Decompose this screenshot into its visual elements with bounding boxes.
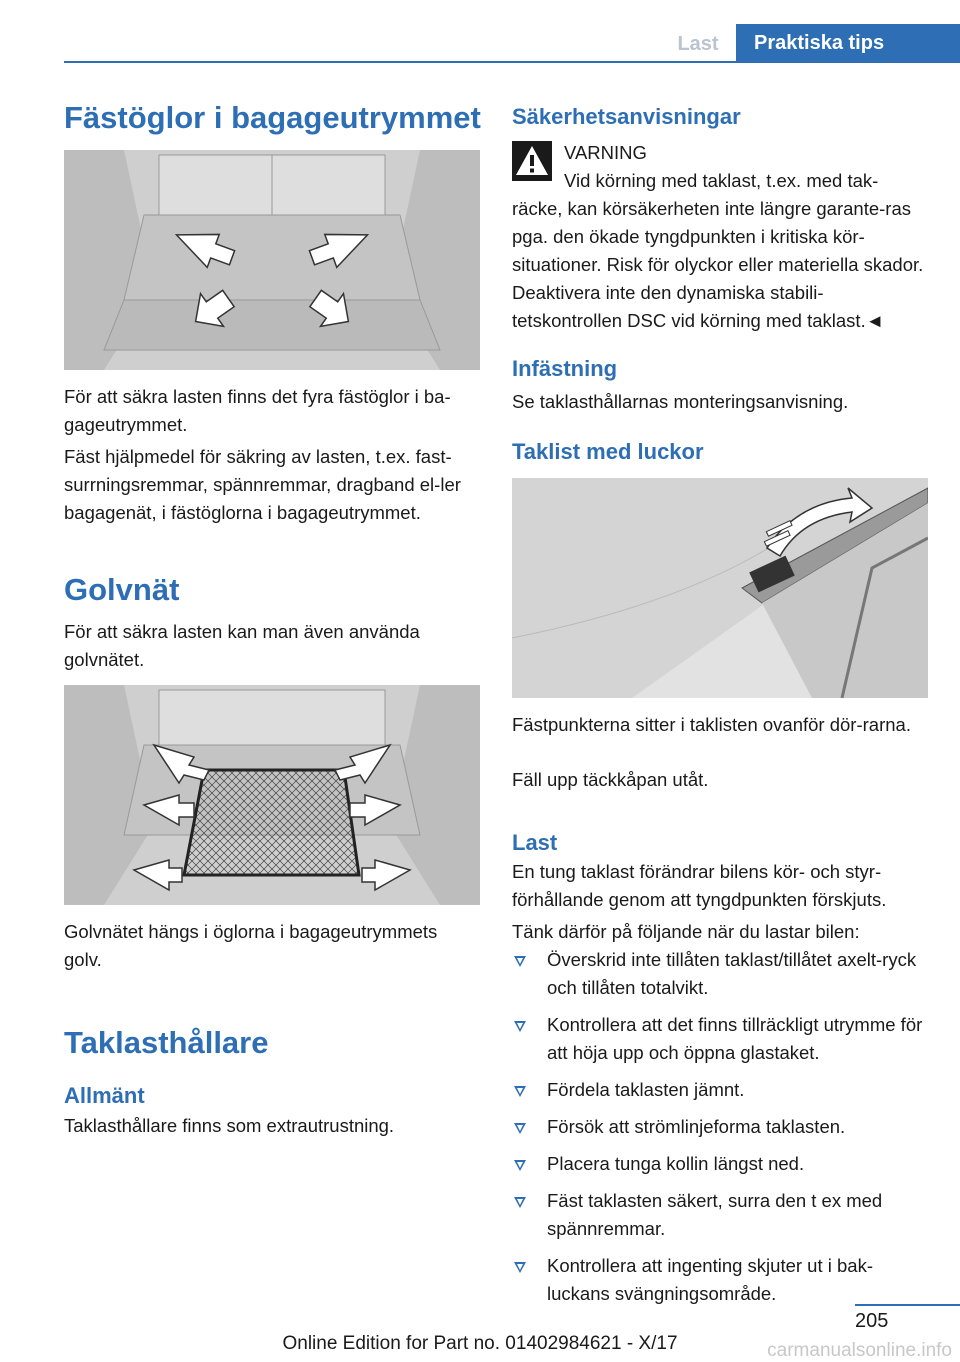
heading-sakerhetsanvisningar: Säkerhetsanvisningar [512, 104, 741, 129]
list-item: Fäst taklasten säkert, surra den t ex med spännremmar. [512, 1187, 928, 1243]
paragraph-eyelets-usage: Fäst hjälpmedel för säkring av lasten, t.ex. fast-surrningsremmar, spännremmar, dragband el-ler bagagenät, i fästöglorna i bagageutrymmet. [64, 446, 461, 523]
heading-golvnat: Golvnät [64, 572, 180, 607]
bullet-triangle-icon [514, 1160, 526, 1171]
list-item: Fördela taklasten jämnt. [512, 1076, 928, 1104]
page-number: 205 [855, 1310, 889, 1332]
paragraph-allmant: Taklasthållare finns som extrautrustning. [64, 1115, 395, 1136]
warning-line-1: Vid körning med taklast, t.ex. med tak- [564, 170, 879, 191]
warning-text [564, 139, 928, 195]
loading-tips-list [512, 946, 928, 1317]
header-section-label: Last [677, 33, 719, 55]
heading-taklist-med-luckor: Taklist med luckor [512, 439, 704, 464]
header-rule [64, 61, 960, 63]
bullet-triangle-icon [514, 956, 526, 967]
heading-allmant: Allmänt [64, 1083, 145, 1108]
paragraph-golvnat-mount: Golvnätet hängs i öglorna i bagageutrymmets golv. [64, 921, 438, 970]
list-item: Kontrollera att ingenting skjuter ut i bak-luckans svängningsområde. [512, 1252, 928, 1308]
paragraph-eyelets-count: För att säkra lasten finns det fyra fästöglor i ba-gageutrymmet. [64, 386, 451, 435]
warning-triangle-icon [512, 141, 552, 181]
heading-infastning: Infästning [512, 356, 618, 381]
paragraph-last-intro: Tänk därför på följande när du lastar bilen: [512, 921, 860, 942]
bullet-triangle-icon [514, 1021, 526, 1032]
paragraph-infastning: Se taklasthållarnas monteringsanvisning. [512, 391, 849, 412]
trunk-eyelets-image [64, 150, 480, 370]
paragraph-fastpunkter: Fästpunkterna sitter i taklisten ovanför dör-rarna. [512, 714, 911, 735]
roof-strip-image [512, 478, 928, 698]
list-item: Kontrollera att det finns tillräckligt utrymme för att höja upp och öppna glastaket. [512, 1011, 928, 1067]
paragraph-last-effect: En tung taklast förändrar bilens kör- och styr-förhållande genom att tyngdpunkten förskjuts. [512, 861, 887, 910]
warning-title: VARNING [564, 142, 647, 163]
warning-continued: räcke, kan körsäkerheten inte längre garante-ras pga. den ökade tyngdpunkten i kritiska kör-situationer. Risk för olyckor eller materiella skador. Deaktivera inte den dynamiska stabili-tetskontrollen DSC vid körning med taklast.◄ [512, 198, 924, 331]
paragraph-golvnat-intro: För att säkra lasten kan man även använda golvnätet. [64, 621, 420, 670]
footer-edition: Online Edition for Part no. 01402984621 - X/17 [282, 1333, 678, 1354]
bullet-triangle-icon [514, 1262, 526, 1273]
list-item: Placera tunga kollin längst ned. [512, 1150, 928, 1178]
bullet-triangle-icon [514, 1197, 526, 1208]
heading-fastoglor: Fästöglor i bagageutrymmet [64, 100, 481, 135]
list-item: Försök att strömlinjeforma taklasten. [512, 1113, 928, 1141]
footer-rule [855, 1304, 960, 1306]
bullet-triangle-icon [514, 1123, 526, 1134]
bullet-triangle-icon [514, 1086, 526, 1097]
list-item: Överskrid inte tillåten taklast/tillåtet axelt-ryck och tillåten totalvikt. [512, 946, 928, 1002]
header-chapter-tab: Praktiska tips [736, 24, 960, 61]
heading-taklasthallare: Taklasthållare [64, 1025, 269, 1060]
heading-last: Last [512, 830, 558, 855]
paragraph-fall-upp: Fäll upp täckkåpan utåt. [512, 769, 709, 790]
watermark: carmanualsonline.info [767, 1340, 952, 1361]
floor-net-image [64, 685, 480, 905]
